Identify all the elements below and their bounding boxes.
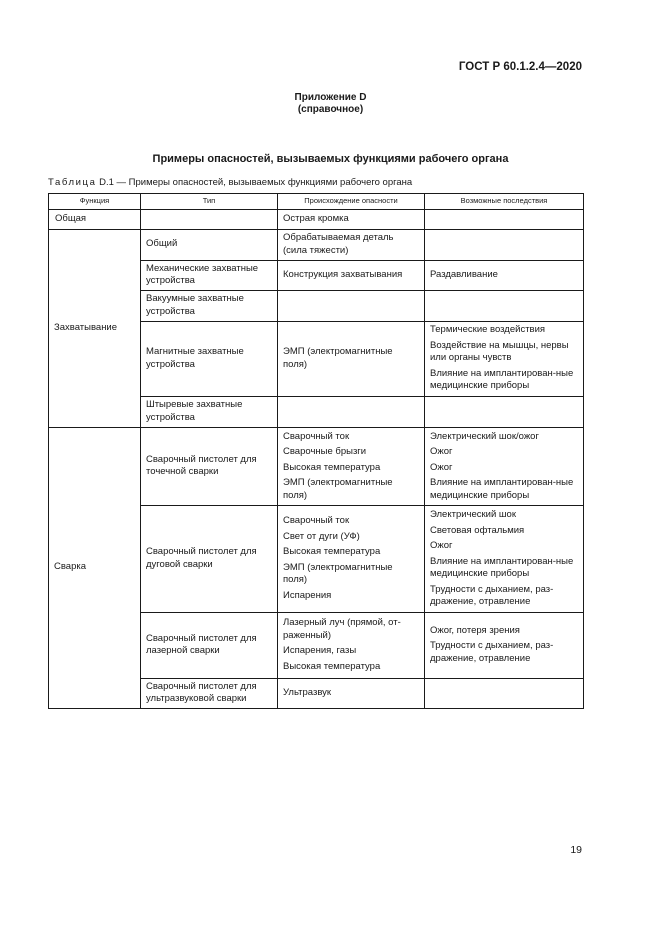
origin-cell: Острая кромка (278, 210, 425, 230)
consequence-item: Ожог, потеря зрения (430, 624, 520, 636)
header-type: Тип (141, 194, 278, 210)
consequence-cell (425, 290, 584, 321)
origin-cell (278, 427, 425, 506)
consequence-cell (425, 612, 584, 678)
consequence-cell (425, 396, 584, 427)
type-cell: Сварочный пистолет для дуговой сварки (141, 506, 278, 613)
table-caption (48, 177, 412, 188)
origin-item: ЭМП (электромагнитные поля) (283, 561, 393, 586)
origin-item: Сварочные брызги (283, 446, 367, 457)
consequence-cell (425, 506, 584, 613)
consequence-item: Влияние на имплантирован-ные медицинские приборы (430, 555, 574, 579)
type-cell: Сварочный пистолет для ультразвуковой сварки (141, 678, 278, 708)
origin-cell (278, 678, 425, 708)
standard-designation: ГОСТ Р 60.1.2.4—2020 (458, 61, 582, 73)
consequence-item: Раздавливание (430, 268, 498, 280)
consequence-item: Световая офтальмия (430, 524, 525, 536)
origin-item: Сварочный ток (283, 430, 350, 442)
origin-cell (278, 396, 425, 427)
appendix-subtitle: (справочное) (297, 104, 364, 115)
origin-item: Лазерный луч (прямой, от-раженный) (283, 617, 401, 641)
consequence-item: Влияние на имплантирован-ные медицинские приборы (430, 367, 574, 392)
table-row (49, 427, 584, 506)
origin-cell (278, 506, 425, 613)
consequence-cell (425, 229, 584, 260)
function-cell: Сварка (49, 427, 141, 708)
origin-item: Ультразвук (283, 686, 332, 698)
origin-cell (278, 612, 425, 678)
type-cell: Магнитные захватные устройства (141, 321, 278, 396)
origin-item: Испарения (283, 589, 332, 601)
header-function: Функция (49, 194, 141, 210)
consequence-item: Термические воздействия (430, 324, 546, 336)
consequence-cell (425, 210, 584, 230)
consequence-item: Ожог (430, 540, 453, 551)
type-cell (141, 210, 278, 230)
consequence-cell (425, 427, 584, 506)
origin-item: Конструкция захватывания (283, 268, 403, 280)
origin-cell (278, 290, 425, 321)
hazards-table (48, 193, 584, 709)
origin-item: Обрабатываемая деталь (сила тяжести) (283, 232, 394, 256)
origin-item: Высокая температура (283, 660, 381, 672)
type-cell: Механические захватные устройства (141, 260, 278, 290)
origin-item: Сварочный ток (283, 515, 350, 527)
table-caption-number: D.1 (99, 177, 114, 188)
origin-cell (278, 229, 425, 260)
table-caption-label: Таблица (48, 177, 97, 188)
consequence-cell (425, 321, 584, 396)
header-origin: Происхождение опасности (278, 194, 425, 210)
origin-item: ЭМП (электромагнитные поля) (283, 346, 393, 370)
table-caption-text: — Примеры опасностей, вызываемых функциями рабочего органа (116, 177, 413, 188)
origin-item: ЭМП (электромагнитные поля) (283, 477, 393, 501)
consequence-item: Ожог (430, 461, 453, 473)
consequence-item: Влияние на имплантирован-ные медицинские приборы (430, 477, 574, 501)
origin-cell (278, 321, 425, 396)
type-cell: Общий (141, 229, 278, 260)
consequence-item: Ожог (430, 446, 453, 457)
page-number: 19 (570, 844, 582, 856)
section-title: Примеры опасностей, вызываемых функциями рабочего органа (152, 153, 509, 165)
consequence-item: Трудности с дыханием, раз-дражение, отравление (430, 583, 554, 607)
type-cell: Сварочный пистолет для точечной сварки (141, 427, 278, 506)
origin-item: Испарения, газы (283, 645, 357, 656)
table-header-row (49, 194, 584, 210)
consequence-item: Электрический шок (430, 509, 516, 520)
appendix-title: Приложение D (294, 92, 367, 103)
header-consequence: Возможные последствия (425, 194, 584, 210)
origin-cell (278, 260, 425, 290)
consequence-cell (425, 260, 584, 290)
function-cell: Общая (49, 210, 141, 230)
type-cell: Сварочный пистолет для лазерной сварки (141, 612, 278, 678)
consequence-item: Воздействие на мышцы, нервы или органы чувств (430, 339, 569, 364)
consequence-item: Электрический шок/ожог (430, 430, 539, 442)
table-row (49, 229, 584, 260)
consequence-item: Трудности с дыханием, раз-дражение, отравление (430, 640, 554, 664)
table-row (49, 210, 584, 230)
function-cell: Захватывание (49, 229, 141, 427)
consequence-cell (425, 678, 584, 708)
origin-item: Высокая температура (283, 546, 381, 558)
origin-item: Свет от дуги (УФ) (283, 530, 360, 542)
origin-item: Высокая температура (283, 461, 381, 473)
type-cell: Вакуумные захватные устройства (141, 290, 278, 321)
type-cell: Штыревые захватные устройства (141, 396, 278, 427)
